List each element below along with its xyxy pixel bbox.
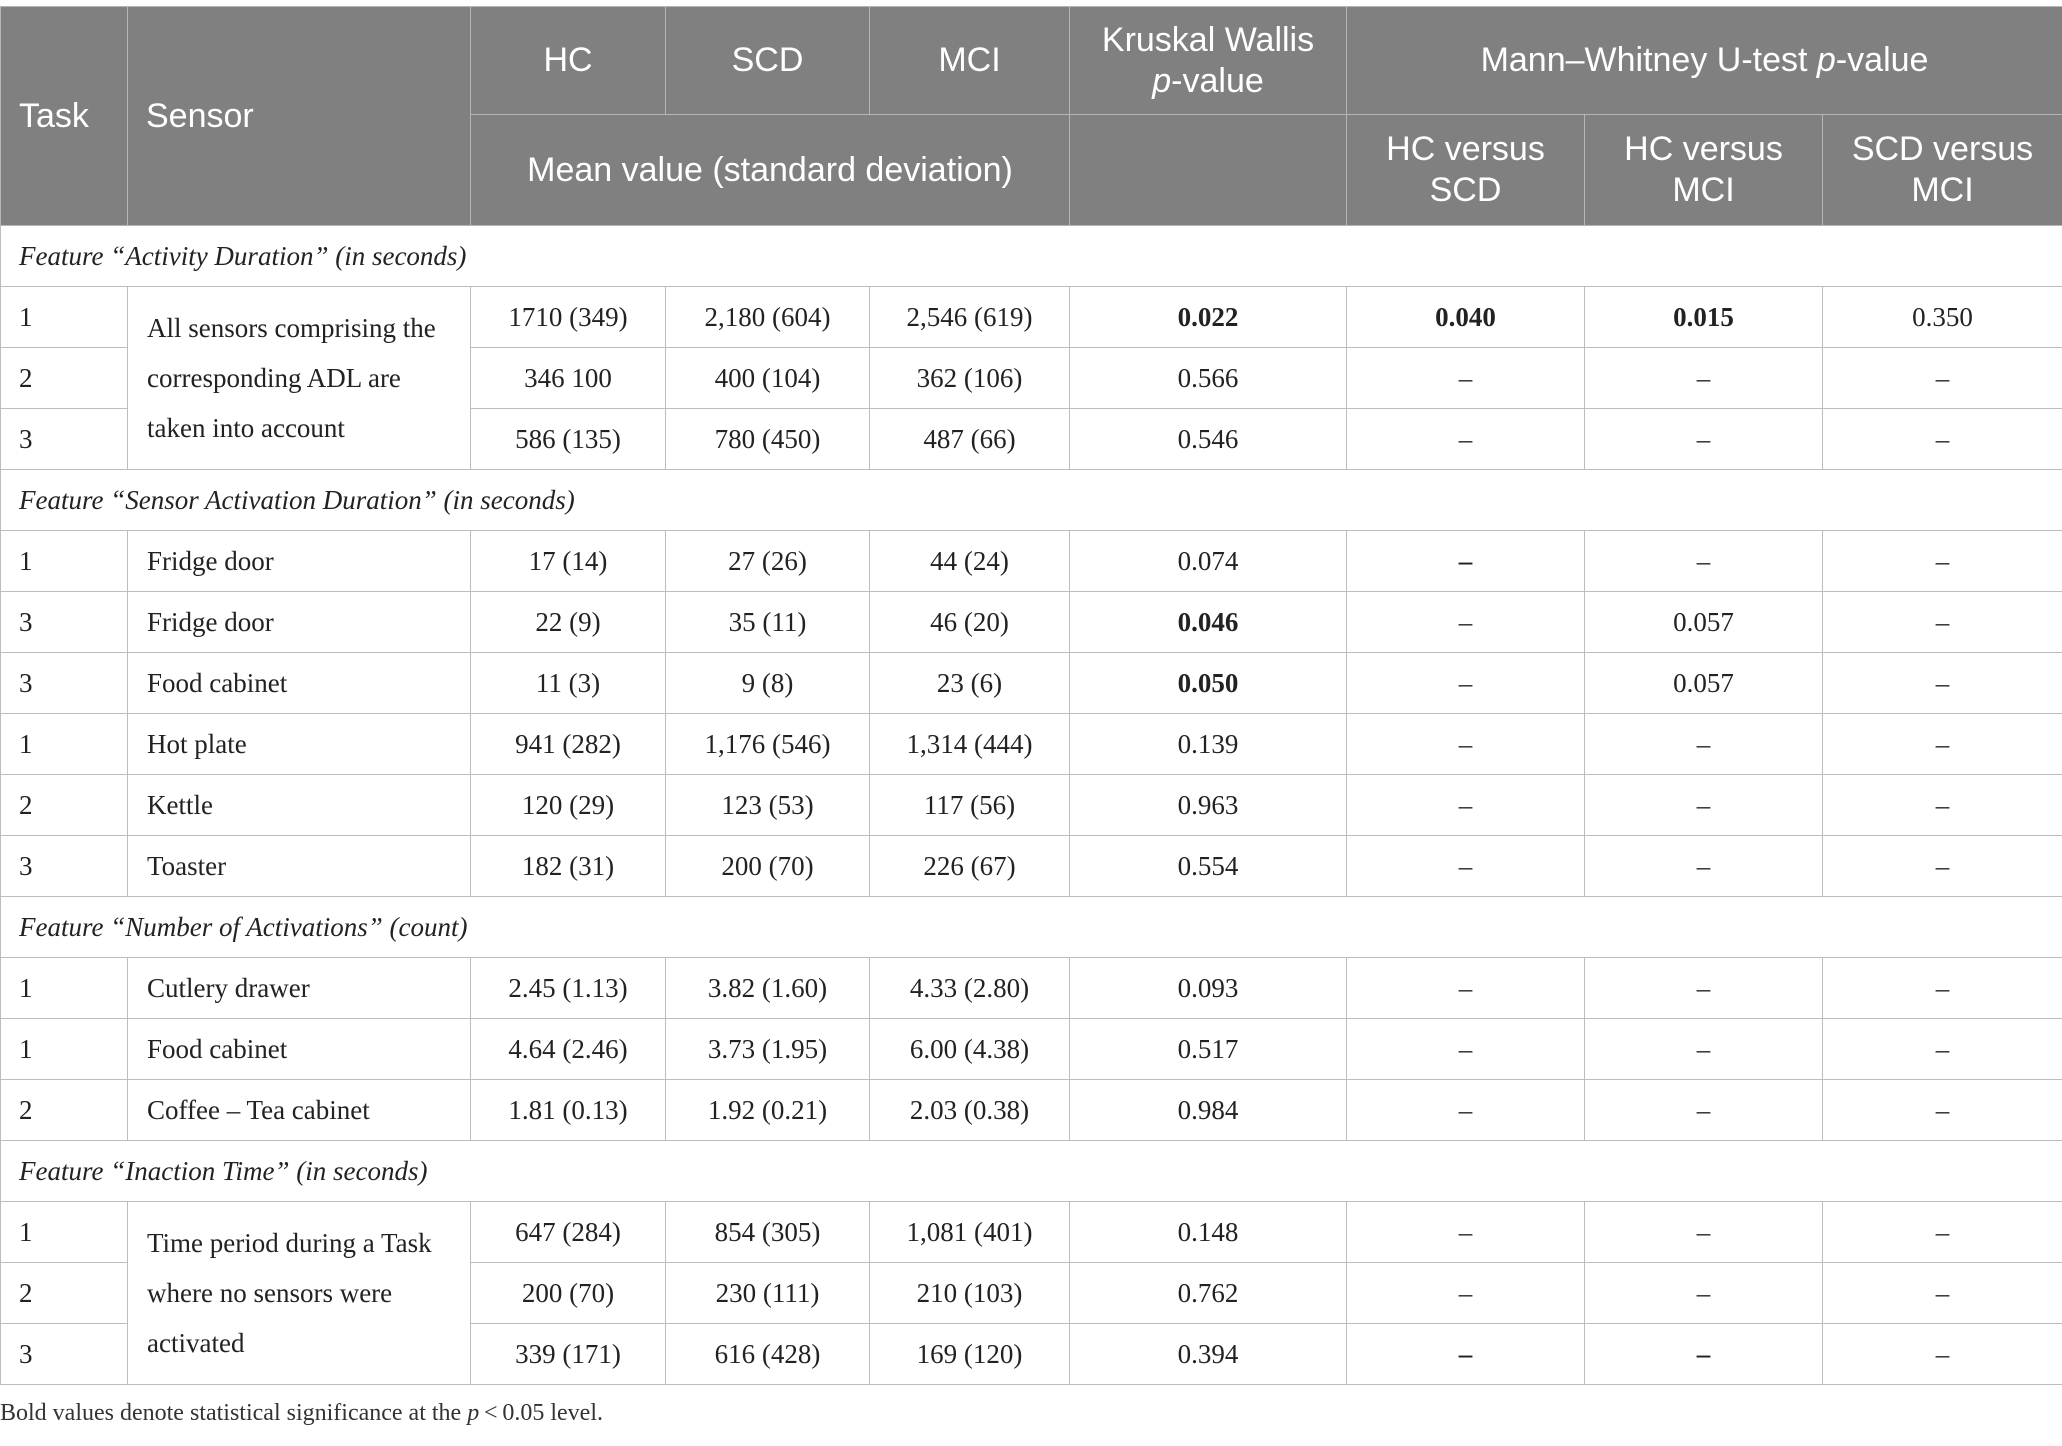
- col-hc-header: HC: [471, 7, 666, 115]
- hc-vs-scd-cell: –: [1347, 653, 1585, 714]
- scd-cell: 2,180 (604): [666, 287, 870, 348]
- hc-cell: 17 (14): [471, 531, 666, 592]
- scd-cell: 780 (450): [666, 409, 870, 470]
- task-cell: 2: [1, 775, 128, 836]
- mci-cell: 23 (6): [870, 653, 1070, 714]
- kw-cell: 0.762: [1070, 1263, 1347, 1324]
- mci-cell: 210 (103): [870, 1263, 1070, 1324]
- mci-cell: 6.00 (4.38): [870, 1019, 1070, 1080]
- hc-vs-mci-cell: 0.057: [1585, 592, 1823, 653]
- scd-vs-mci-cell: –: [1823, 653, 2062, 714]
- mci-cell: 117 (56): [870, 775, 1070, 836]
- table-body: [1, 226, 2062, 1385]
- scd-cell: 1.92 (0.21): [666, 1080, 870, 1141]
- scd-cell: 3.82 (1.60): [666, 958, 870, 1019]
- sensor-cell: Fridge door: [128, 531, 471, 592]
- table-header: [1, 7, 2062, 226]
- scd-cell: 27 (26): [666, 531, 870, 592]
- mci-cell: 1,081 (401): [870, 1202, 1070, 1263]
- hc-cell: 2.45 (1.13): [471, 958, 666, 1019]
- task-cell: 2: [1, 348, 128, 409]
- table-row: [1, 592, 2062, 653]
- scd-vs-mci-cell: –: [1823, 775, 2062, 836]
- task-cell: 2: [1, 1080, 128, 1141]
- kw-cell: 0.517: [1070, 1019, 1347, 1080]
- col-hc-vs-scd-header: HC versus SCD: [1347, 115, 1585, 226]
- table-row: [1, 714, 2062, 775]
- task-cell: 1: [1, 1019, 128, 1080]
- hc-vs-scd-cell: –: [1347, 592, 1585, 653]
- table-row: [1, 1080, 2062, 1141]
- mci-cell: 2,546 (619): [870, 287, 1070, 348]
- table-row: [1, 653, 2062, 714]
- task-cell: 1: [1, 1202, 128, 1263]
- sensor-cell: Toaster: [128, 836, 471, 897]
- task-cell: 3: [1, 1324, 128, 1385]
- sensor-cell-inaction: Time period during a Task where no sensors were activated: [128, 1202, 471, 1385]
- hc-vs-scd-cell: –: [1347, 775, 1585, 836]
- hc-cell: 182 (31): [471, 836, 666, 897]
- scd-vs-mci-cell: –: [1823, 592, 2062, 653]
- kw-cell: 0.046: [1070, 592, 1347, 653]
- section-row: [1, 897, 2062, 958]
- hc-vs-scd-cell: 0.040: [1347, 287, 1585, 348]
- col-task-header: Task: [1, 7, 128, 226]
- sensor-cell: Food cabinet: [128, 1019, 471, 1080]
- col-mci-header: MCI: [870, 7, 1070, 115]
- footnote-level: < 0.05 level.: [479, 1400, 603, 1426]
- mean-sd-header: Mean value (standard deviation): [471, 115, 1070, 226]
- sensor-cell: Coffee – Tea cabinet: [128, 1080, 471, 1141]
- scd-cell: 230 (111): [666, 1263, 870, 1324]
- task-cell: 1: [1, 714, 128, 775]
- scd-cell: 854 (305): [666, 1202, 870, 1263]
- task-cell: 3: [1, 836, 128, 897]
- sensor-cell: Kettle: [128, 775, 471, 836]
- mci-cell: 2.03 (0.38): [870, 1080, 1070, 1141]
- table-row: [1, 1202, 2062, 1263]
- results-table: [0, 6, 2062, 1385]
- kw-cell: 0.093: [1070, 958, 1347, 1019]
- hc-vs-mci-cell: –: [1585, 775, 1823, 836]
- hc-cell: 4.64 (2.46): [471, 1019, 666, 1080]
- section-row: [1, 226, 2062, 287]
- table-footnote: [0, 1400, 603, 1427]
- hc-cell: 1.81 (0.13): [471, 1080, 666, 1141]
- col-hc-vs-mci-header: HC versus MCI: [1585, 115, 1823, 226]
- table-row: [1, 836, 2062, 897]
- scd-cell: 400 (104): [666, 348, 870, 409]
- section-number-of-activations: Feature “Number of Activations” (count): [1, 897, 2062, 958]
- sensor-cell-activity-all: All sensors comprising the corresponding ADL are taken into account: [128, 287, 471, 470]
- table-row: [1, 1019, 2062, 1080]
- mci-cell: 226 (67): [870, 836, 1070, 897]
- kw-header-empty-cell: [1070, 115, 1347, 226]
- footnote-p: p: [467, 1400, 480, 1426]
- kw-cell: 0.148: [1070, 1202, 1347, 1263]
- mci-cell: 46 (20): [870, 592, 1070, 653]
- hc-cell: 941 (282): [471, 714, 666, 775]
- scd-vs-mci-cell: –: [1823, 1080, 2062, 1141]
- kw-header-p: p: [1152, 61, 1172, 100]
- hc-cell: 339 (171): [471, 1324, 666, 1385]
- kw-cell: 0.554: [1070, 836, 1347, 897]
- kw-cell: 0.139: [1070, 714, 1347, 775]
- hc-vs-scd-cell: –: [1347, 348, 1585, 409]
- hc-vs-scd-cell: –: [1347, 409, 1585, 470]
- hc-vs-mci-cell: –: [1585, 1263, 1823, 1324]
- hc-vs-scd-cell: –: [1347, 836, 1585, 897]
- mci-cell: 4.33 (2.80): [870, 958, 1070, 1019]
- hc-cell: 22 (9): [471, 592, 666, 653]
- hc-vs-mci-cell: –: [1585, 348, 1823, 409]
- task-cell: 2: [1, 1263, 128, 1324]
- hc-vs-scd-cell: –: [1347, 1202, 1585, 1263]
- scd-vs-mci-cell: –: [1823, 1019, 2062, 1080]
- hc-vs-scd-cell: –: [1347, 1324, 1585, 1385]
- task-cell: 1: [1, 287, 128, 348]
- hc-vs-mci-cell: 0.015: [1585, 287, 1823, 348]
- hc-vs-scd-cell: –: [1347, 958, 1585, 1019]
- scd-cell: 35 (11): [666, 592, 870, 653]
- scd-vs-mci-cell: –: [1823, 531, 2062, 592]
- task-cell: 3: [1, 592, 128, 653]
- hc-vs-mci-cell: –: [1585, 409, 1823, 470]
- col-scd-header: SCD: [666, 7, 870, 115]
- sensor-cell: Fridge door: [128, 592, 471, 653]
- mci-cell: 362 (106): [870, 348, 1070, 409]
- section-row: [1, 470, 2062, 531]
- kw-cell: 0.963: [1070, 775, 1347, 836]
- hc-vs-mci-cell: –: [1585, 836, 1823, 897]
- scd-cell: 1,176 (546): [666, 714, 870, 775]
- hc-vs-mci-cell: –: [1585, 1080, 1823, 1141]
- scd-vs-mci-cell: –: [1823, 958, 2062, 1019]
- scd-vs-mci-cell: –: [1823, 348, 2062, 409]
- task-cell: 1: [1, 531, 128, 592]
- kw-header-line1: Kruskal Wallis: [1101, 20, 1315, 59]
- hc-vs-scd-cell: –: [1347, 1080, 1585, 1141]
- kw-cell: 0.394: [1070, 1324, 1347, 1385]
- mci-cell: 44 (24): [870, 531, 1070, 592]
- task-cell: 1: [1, 958, 128, 1019]
- mci-cell: 1,314 (444): [870, 714, 1070, 775]
- hc-cell: 120 (29): [471, 775, 666, 836]
- scd-vs-mci-cell: –: [1823, 836, 2062, 897]
- section-activity-duration: Feature “Activity Duration” (in seconds): [1, 226, 2062, 287]
- kw-cell: 0.074: [1070, 531, 1347, 592]
- kw-header-suffix: -value: [1171, 61, 1264, 100]
- table-row: [1, 531, 2062, 592]
- scd-vs-mci-cell: –: [1823, 1263, 2062, 1324]
- scd-cell: 9 (8): [666, 653, 870, 714]
- hc-vs-scd-cell: –: [1347, 1263, 1585, 1324]
- table-row: [1, 958, 2062, 1019]
- sensor-cell: Food cabinet: [128, 653, 471, 714]
- scd-vs-mci-cell: –: [1823, 1202, 2062, 1263]
- col-kruskal-wallis-header: [1070, 7, 1347, 115]
- scd-cell: 123 (53): [666, 775, 870, 836]
- hc-cell: 346 100: [471, 348, 666, 409]
- kw-cell: 0.050: [1070, 653, 1347, 714]
- hc-cell: 1710 (349): [471, 287, 666, 348]
- hc-cell: 200 (70): [471, 1263, 666, 1324]
- mw-header-suffix: -value: [1835, 41, 1929, 79]
- mw-header-prefix: Mann–Whitney U-test: [1480, 41, 1817, 79]
- task-cell: 3: [1, 653, 128, 714]
- mw-header-p: p: [1816, 41, 1836, 79]
- scd-vs-mci-cell: –: [1823, 714, 2062, 775]
- sensor-cell: Cutlery drawer: [128, 958, 471, 1019]
- kw-cell: 0.566: [1070, 348, 1347, 409]
- hc-vs-scd-cell: –: [1347, 1019, 1585, 1080]
- section-inaction-time: Feature “Inaction Time” (in seconds): [1, 1141, 2062, 1202]
- hc-vs-mci-cell: –: [1585, 958, 1823, 1019]
- footnote-text: Bold values denote statistical significance at the: [0, 1400, 468, 1426]
- table-row: [1, 287, 2062, 348]
- mci-cell: 487 (66): [870, 409, 1070, 470]
- table-row: [1, 775, 2062, 836]
- kw-cell: 0.022: [1070, 287, 1347, 348]
- scd-vs-mci-cell: –: [1823, 1324, 2062, 1385]
- mci-cell: 169 (120): [870, 1324, 1070, 1385]
- hc-vs-mci-cell: –: [1585, 1202, 1823, 1263]
- hc-vs-mci-cell: –: [1585, 1019, 1823, 1080]
- hc-vs-mci-cell: –: [1585, 1324, 1823, 1385]
- hc-vs-scd-cell: –: [1347, 531, 1585, 592]
- section-sensor-activation-duration: Feature “Sensor Activation Duration” (in seconds): [1, 470, 2062, 531]
- col-scd-vs-mci-header: SCD versus MCI: [1823, 115, 2062, 226]
- scd-vs-mci-cell: 0.350: [1823, 287, 2062, 348]
- hc-cell: 647 (284): [471, 1202, 666, 1263]
- hc-vs-mci-cell: 0.057: [1585, 653, 1823, 714]
- hc-vs-scd-cell: –: [1347, 714, 1585, 775]
- sensor-cell: Hot plate: [128, 714, 471, 775]
- section-row: [1, 1141, 2062, 1202]
- kw-cell: 0.546: [1070, 409, 1347, 470]
- scd-cell: 3.73 (1.95): [666, 1019, 870, 1080]
- hc-cell: 11 (3): [471, 653, 666, 714]
- col-sensor-header: Sensor: [128, 7, 471, 226]
- scd-cell: 616 (428): [666, 1324, 870, 1385]
- col-mann-whitney-header: [1347, 7, 2062, 115]
- hc-cell: 586 (135): [471, 409, 666, 470]
- scd-vs-mci-cell: –: [1823, 409, 2062, 470]
- scd-cell: 200 (70): [666, 836, 870, 897]
- kw-cell: 0.984: [1070, 1080, 1347, 1141]
- task-cell: 3: [1, 409, 128, 470]
- hc-vs-mci-cell: –: [1585, 714, 1823, 775]
- hc-vs-mci-cell: –: [1585, 531, 1823, 592]
